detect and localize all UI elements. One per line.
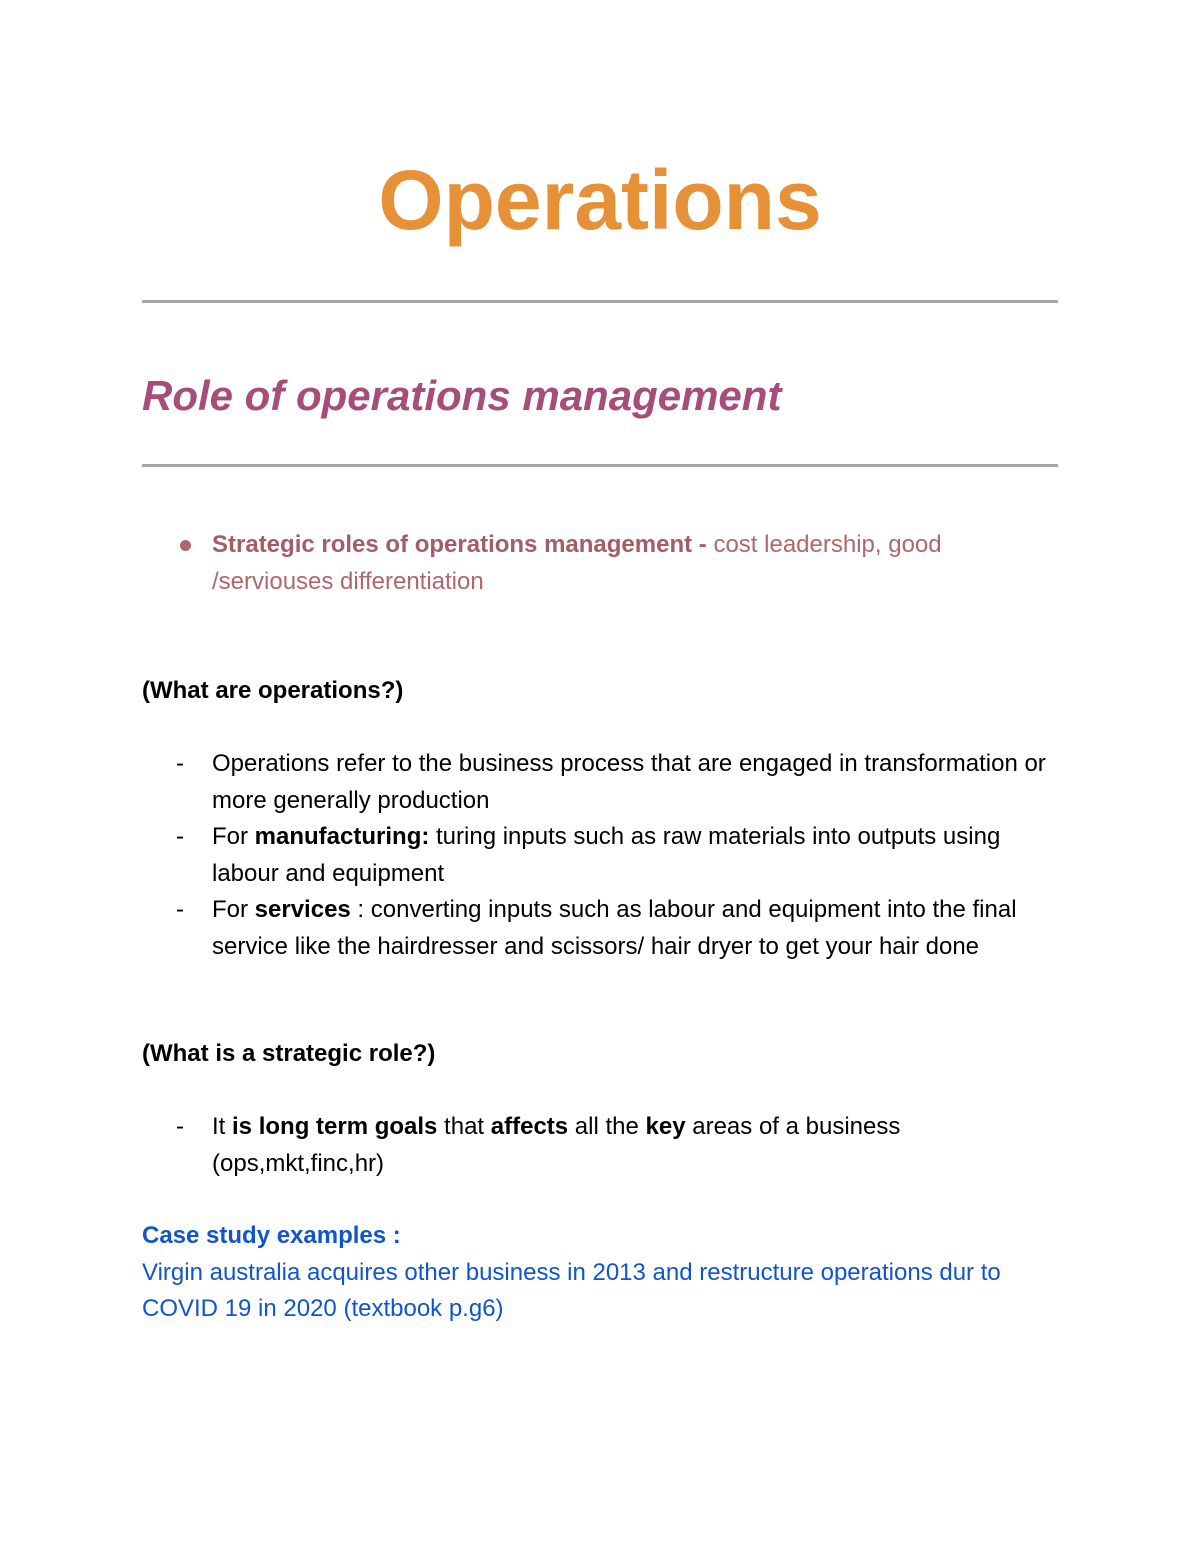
case-study-title: Case study examples : <box>142 1222 401 1249</box>
bullet-text: cost leadership, good /serviouses differentiation <box>212 531 942 595</box>
bullet-bold-text: Strategic roles of operations management - <box>212 531 714 558</box>
bullet-dot-icon <box>180 540 191 551</box>
list-item <box>142 819 1062 892</box>
list-item-text: For <box>212 896 255 923</box>
list-item-bold-text: manufacturing: <box>254 823 430 850</box>
list-item-bold-text: services <box>254 896 351 923</box>
dash-marker: - <box>176 1113 184 1140</box>
case-study-block <box>142 1218 1062 1328</box>
strategic-role-section <box>142 1036 1062 1182</box>
list-item-text: : converting inputs such as labour and equipment into the final service like the hairdresser and scissors/ hair dryer to get your hair done <box>212 896 1017 960</box>
dash-marker: - <box>176 896 184 923</box>
list-item-text: turing inputs such as raw materials into outputs using labour and equipment <box>212 823 1001 887</box>
page-title: Operations <box>378 153 822 247</box>
horizontal-divider <box>142 300 1058 303</box>
list-item <box>142 892 1062 965</box>
section-subtitle: Role of operations management <box>142 372 782 419</box>
dash-marker: - <box>176 750 184 777</box>
list-item-text: areas of a business (ops,mkt,finc,hr) <box>212 1113 901 1177</box>
list-item-bold-text: affects <box>490 1113 569 1140</box>
list-item-text: Operations refer to the business process that are engaged in transformation or more generally production <box>212 750 1046 814</box>
list-item-text: It <box>212 1113 233 1140</box>
strategic-roles-block <box>142 527 1062 600</box>
case-study-text: Virgin australia acquires other business in 2013 and restructure operations dur to COVID 19 in 2020 (textbook p.g6) <box>142 1258 1001 1322</box>
horizontal-divider <box>142 464 1058 467</box>
list-item-text: all the <box>568 1113 646 1140</box>
bullet-list-item <box>142 527 1062 600</box>
list-item <box>142 1109 1062 1182</box>
section-heading: (What are operations?) <box>142 677 404 704</box>
dash-list <box>142 1109 1062 1182</box>
dash-marker: - <box>176 823 184 850</box>
list-item-bold-text: is long term goals <box>232 1113 438 1140</box>
list-item <box>142 746 1062 819</box>
section-heading: (What is a strategic role?) <box>142 1040 436 1067</box>
list-item-text: that <box>437 1113 491 1140</box>
dash-list <box>142 746 1062 965</box>
operations-section <box>142 673 1062 965</box>
list-item-text: For <box>212 823 255 850</box>
list-item-bold-text: key <box>645 1113 686 1140</box>
